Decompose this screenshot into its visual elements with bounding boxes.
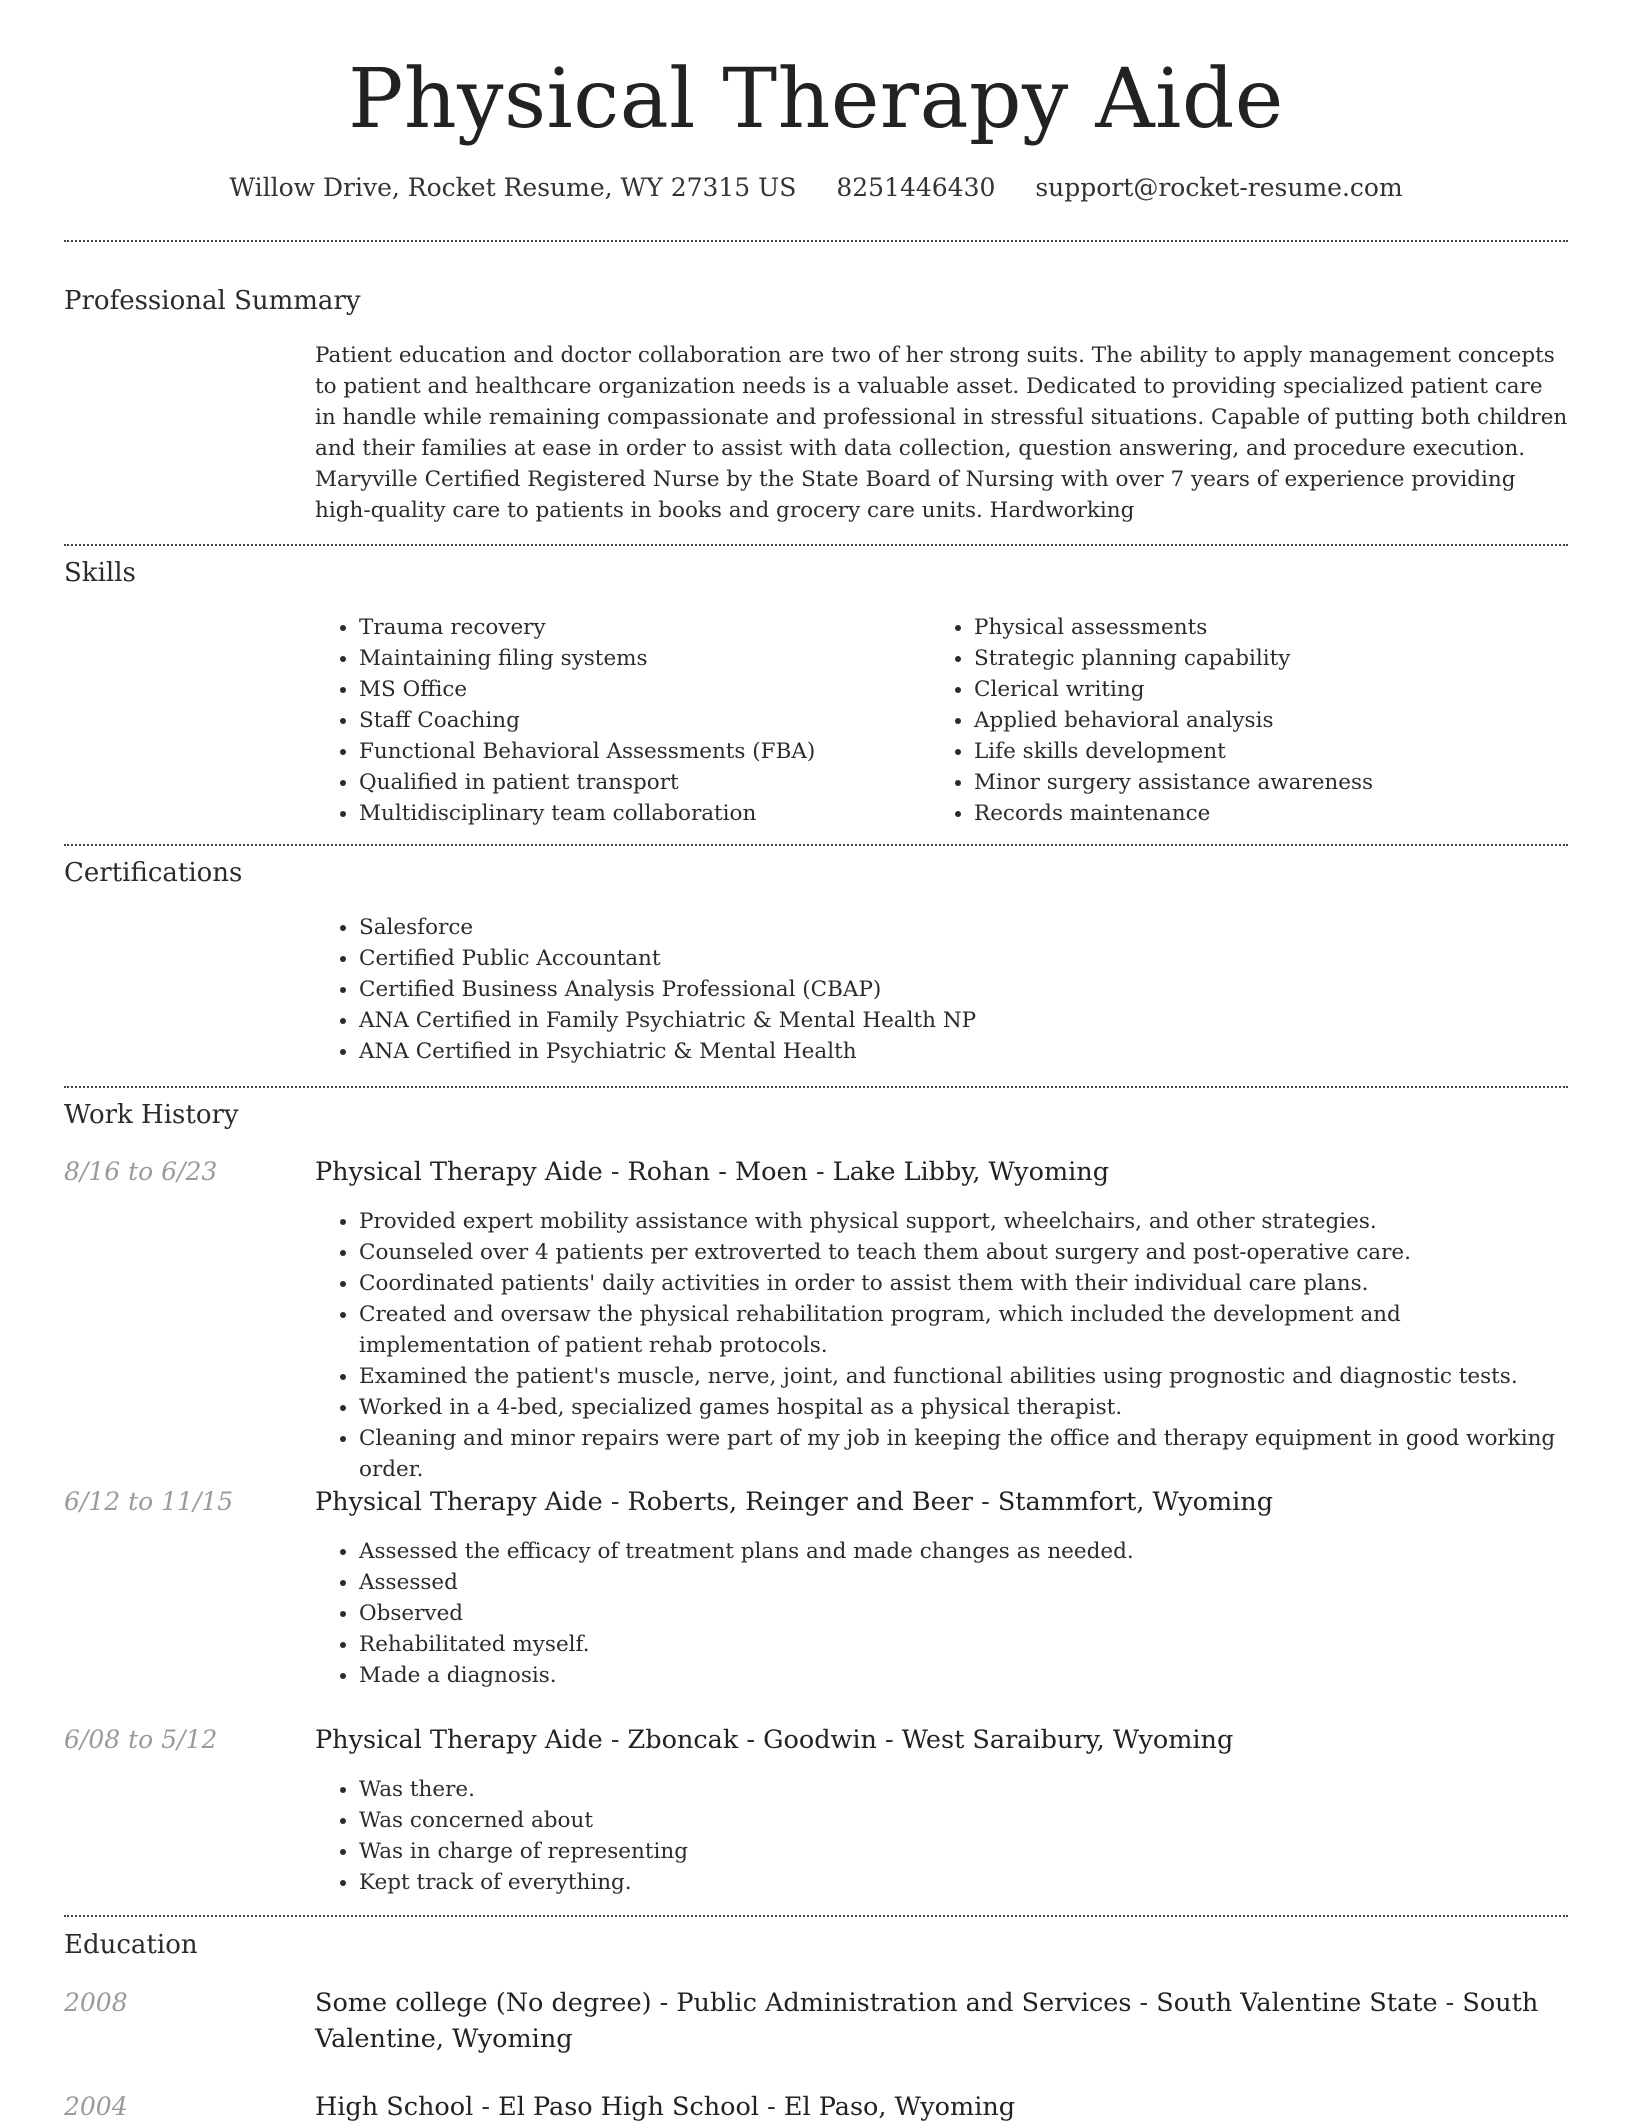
section-title-education: Education <box>64 1930 198 1960</box>
summary-text: Patient education and doctor collaboration are two of her strong suits. The ability to apply management concepts to patient and healthcare organization needs is a valuable asset. Dedicated to providing specialized patient care in handle while remaining compassionate and professional in stressful situations. Capable of putting both children and their families at ease in order to assist with data collection, question answering, and procedure execution. Maryville Certified Registered Nurse by the State Board of Nursing with over 7 years of experience providing high-quality care to patients in books and grocery care units. Hardworking <box>315 343 1568 523</box>
certification-item: • Salesforce <box>359 912 1568 943</box>
certification-item: • ANA Certified in Psychiatric & Mental Health <box>359 1036 1568 1067</box>
job-bullet: • Was there. <box>359 1774 1568 1805</box>
education-year: 2008 <box>64 1988 128 2017</box>
job-bullet: • Examined the patient's muscle, nerve, joint, and functional abilities using prognostic and diagnostic tests. <box>359 1361 1568 1392</box>
skill-item: • Minor surgery assistance awareness <box>974 767 1530 798</box>
resume-name: Physical Therapy Aide <box>348 52 1284 147</box>
skill-item: • Life skills development <box>974 736 1530 767</box>
skill-item: • Clerical writing <box>974 674 1530 705</box>
job-location: West Saraibury, Wyoming <box>901 1725 1234 1755</box>
job-bullets <box>315 1536 1568 1691</box>
job-title: Physical Therapy Aide <box>315 1487 603 1517</box>
education-heading: High School - El Paso High School - El Paso, Wyoming <box>315 2092 1016 2122</box>
education-location: El Paso, Wyoming <box>783 2092 1016 2122</box>
contact-phone: 8251446430 <box>836 173 996 202</box>
job-bullet: • Assessed the efficacy of treatment plans and made changes as needed. <box>359 1536 1568 1567</box>
job-bullet: • Rehabilitated myself. <box>359 1629 1568 1660</box>
job-heading: Physical Therapy Aide - Roberts, Reinger and Beer - Stammfort, Wyoming <box>315 1487 1274 1517</box>
skill-item: • Records maintenance <box>974 798 1530 829</box>
job-bullet: • Was concerned about <box>359 1805 1568 1836</box>
divider <box>64 240 1568 242</box>
job-location: Lake Libby, Wyoming <box>832 1157 1110 1187</box>
job-heading: Physical Therapy Aide - Rohan - Moen - Lake Libby, Wyoming <box>315 1157 1110 1187</box>
job-company: Roberts, Reinger and Beer <box>627 1487 973 1517</box>
job-bullet: • Provided expert mobility assistance with physical support, wheelchairs, and other strategies. <box>359 1206 1568 1237</box>
job-bullets <box>315 1774 1568 1898</box>
job-bullet: • Made a diagnosis. <box>359 1660 1568 1691</box>
divider <box>64 1086 1568 1088</box>
job-dates: 6/12 to 11/15 <box>64 1487 234 1516</box>
job-bullet: • Cleaning and minor repairs were part of my job in keeping the office and therapy equipment in good working order. <box>359 1423 1568 1485</box>
job-dates: 6/08 to 5/12 <box>64 1725 218 1754</box>
education-school: El Paso High School <box>498 2092 760 2122</box>
skill-item: • Trauma recovery <box>359 612 915 643</box>
skill-item: • Applied behavioral analysis <box>974 705 1530 736</box>
skill-item: • Functional Behavioral Assessments (FBA) <box>359 736 915 767</box>
education-school: South Valentine State <box>1156 1988 1438 2018</box>
skill-item: • MS Office <box>359 674 915 705</box>
contact-address: Willow Drive, Rocket Resume, WY 27315 US <box>229 173 797 202</box>
job-title: Physical Therapy Aide <box>315 1725 603 1755</box>
skill-item: • Maintaining filing systems <box>359 643 915 674</box>
education-heading: Some college (No degree) - Public Administration and Services - South Valentine State - South Valentine, Wyoming <box>315 1988 1539 2054</box>
contact-line <box>64 170 1568 206</box>
job-bullets <box>315 1206 1568 1485</box>
section-title-skills: Skills <box>64 558 136 588</box>
job-bullet: • Coordinated patients' daily activities in order to assist them with their individual care plans. <box>359 1268 1568 1299</box>
job-heading: Physical Therapy Aide - Zboncak - Goodwin - West Saraibury, Wyoming <box>315 1725 1234 1755</box>
skill-item: • Staff Coaching <box>359 705 915 736</box>
certification-item: • Certified Public Accountant <box>359 943 1568 974</box>
job-bullet: • Kept track of everything. <box>359 1867 1568 1898</box>
divider <box>64 844 1568 846</box>
job-company: Rohan - Moen <box>627 1157 808 1187</box>
job-bullet: • Assessed <box>359 1567 1568 1598</box>
job-location: Stammfort, Wyoming <box>997 1487 1274 1517</box>
skill-item: • Qualified in patient transport <box>359 767 915 798</box>
section-title-summary: Professional Summary <box>64 286 361 316</box>
job-dates: 8/16 to 6/23 <box>64 1157 218 1186</box>
job-bullet: • Observed <box>359 1598 1568 1629</box>
divider <box>64 544 1568 546</box>
divider <box>64 1915 1568 1917</box>
education-year: 2004 <box>64 2092 128 2121</box>
certification-item: • ANA Certified in Family Psychiatric & Mental Health NP <box>359 1005 1568 1036</box>
certification-item: • Certified Business Analysis Professional (CBAP) <box>359 974 1568 1005</box>
education-location: South Valentine, Wyoming <box>315 1988 1539 2054</box>
job-title: Physical Therapy Aide <box>315 1157 603 1187</box>
job-bullet: • Counseled over 4 patients per extroverted to teach them about surgery and post-operative care. <box>359 1237 1568 1268</box>
contact-email: support@rocket-resume.com <box>1035 173 1403 202</box>
education-degree: High School <box>315 2092 474 2122</box>
section-title-certifications: Certifications <box>64 858 243 888</box>
skill-item: • Multidisciplinary team collaboration <box>359 798 915 829</box>
job-bullet: • Created and oversaw the physical rehabilitation program, which included the development and implementation of patient rehab protocols. <box>359 1299 1568 1361</box>
section-title-work: Work History <box>64 1100 239 1130</box>
skills-left-column <box>315 612 915 829</box>
education-degree: Some college (No degree) - Public Administration and Services <box>315 1988 1132 2018</box>
job-bullet: • Was in charge of representing <box>359 1836 1568 1867</box>
certifications-list <box>315 912 1568 1067</box>
skills-right-column <box>930 612 1530 829</box>
job-bullet: • Worked in a 4-bed, specialized games hospital as a physical therapist. <box>359 1392 1568 1423</box>
job-company: Zboncak - Goodwin <box>627 1725 877 1755</box>
skill-item: • Physical assessments <box>974 612 1530 643</box>
skill-item: • Strategic planning capability <box>974 643 1530 674</box>
